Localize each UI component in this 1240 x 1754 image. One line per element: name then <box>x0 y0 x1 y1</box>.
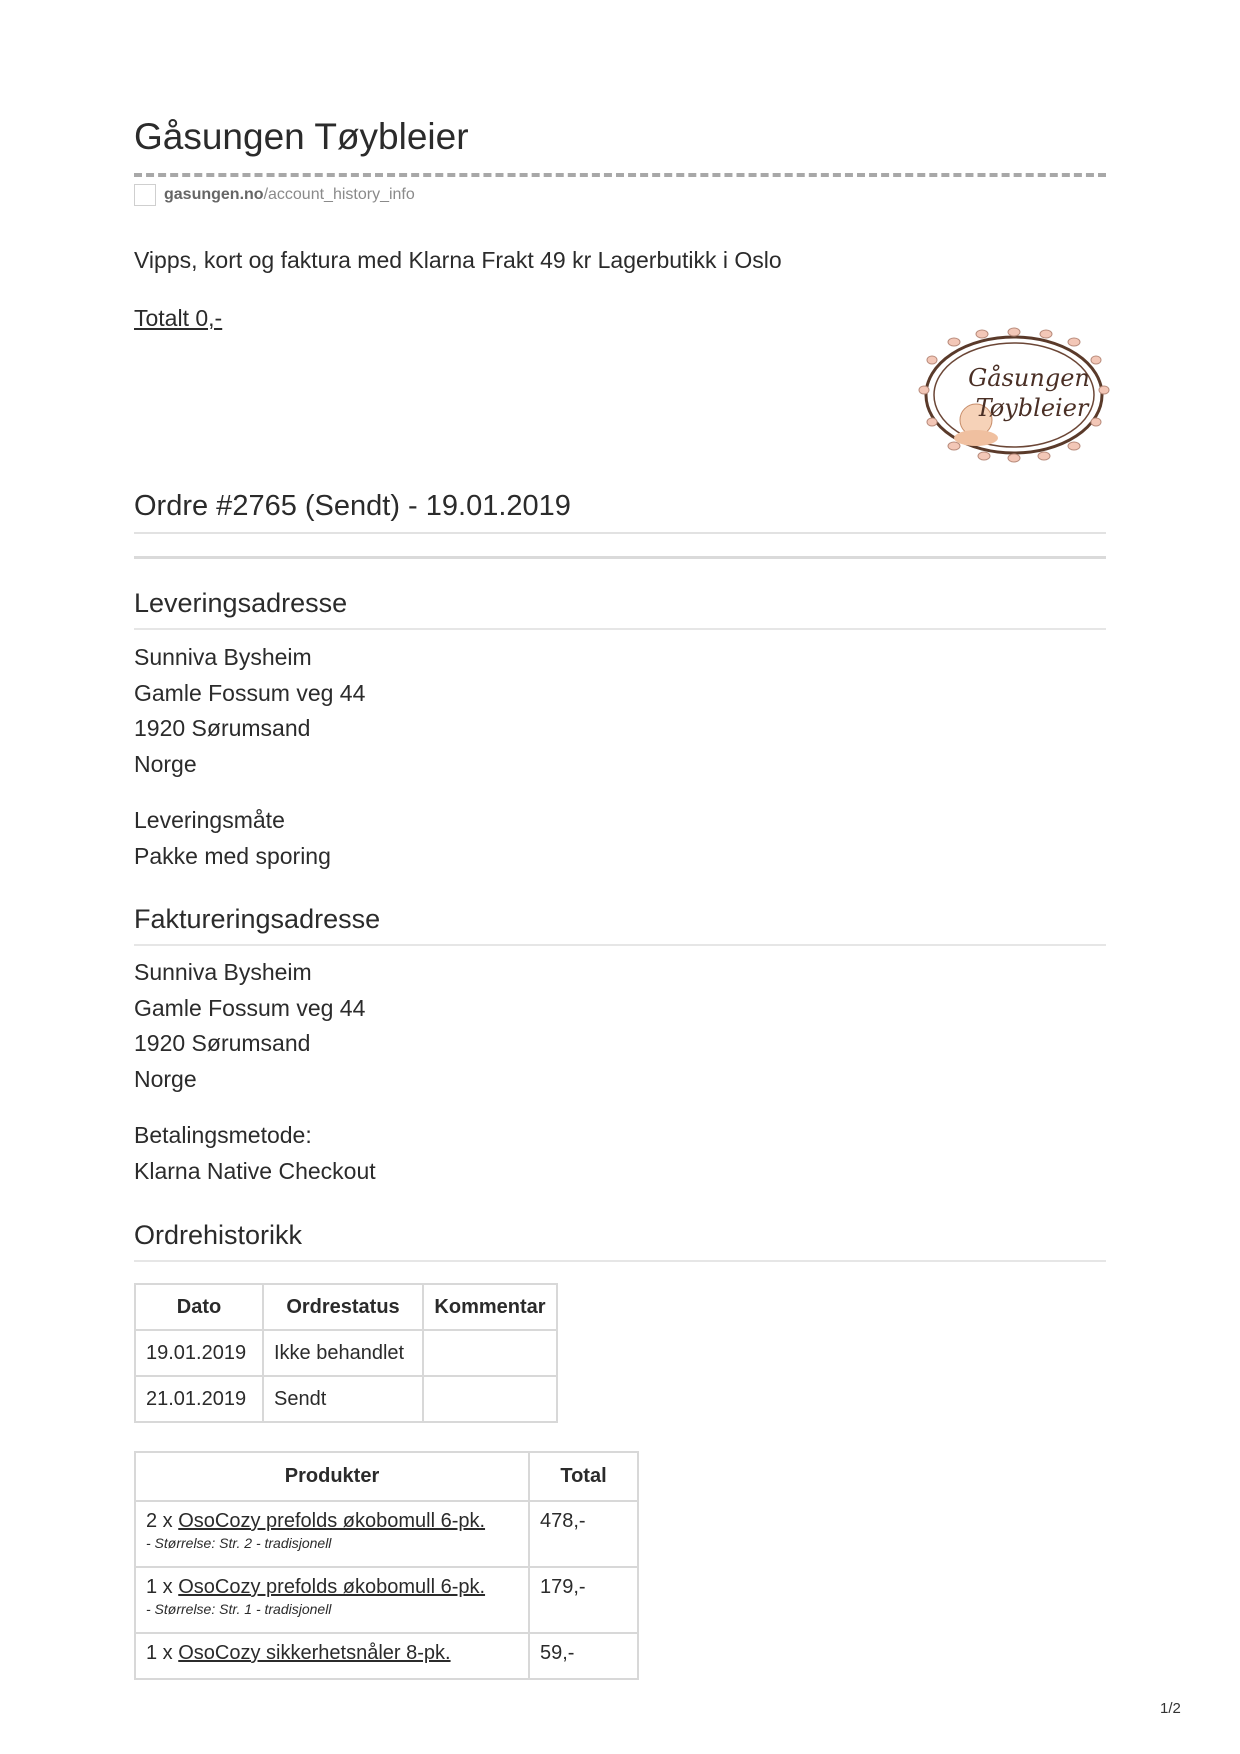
cart-total-link[interactable]: Totalt 0,- <box>134 305 223 331</box>
product-cell <box>135 1567 529 1633</box>
history-date: 21.01.2019 <box>135 1376 263 1422</box>
order-title: Ordre #2765 (Sendt) - 19.01.2019 <box>134 490 571 522</box>
product-option: - Størrelse: Str. 2 - tradisjonell <box>146 1535 332 1551</box>
table-header-row <box>135 1284 557 1330</box>
address-line: Sunniva Bysheim <box>134 959 312 985</box>
column-header: Ordrestatus <box>263 1284 423 1330</box>
column-header: Produkter <box>135 1452 529 1501</box>
product-link[interactable]: OsoCozy prefolds økobomull 6-pk. <box>178 1510 486 1532</box>
address-line: Norge <box>134 750 197 777</box>
address-line: 1920 Sørumsand <box>134 715 311 741</box>
url-domain[interactable]: gasungen.no <box>164 186 264 203</box>
divider <box>134 944 1106 946</box>
history-comment <box>423 1330 557 1376</box>
product-cell <box>135 1501 529 1567</box>
delivery-method-value: Pakke med sporing <box>134 842 331 869</box>
delivery-method <box>134 803 331 874</box>
site-title: Gåsungen Tøybleier <box>134 116 469 157</box>
product-link[interactable]: OsoCozy prefolds økobomull 6-pk. <box>178 1576 486 1598</box>
payment-method-value: Klarna Native Checkout <box>134 1157 376 1184</box>
svg-text:Tøybleier: Tøybleier <box>975 394 1089 422</box>
address-line: Gamle Fossum veg 44 <box>134 994 366 1021</box>
payment-method-label: Betalingsmetode: <box>134 1122 312 1148</box>
table-header-row <box>135 1452 638 1501</box>
favicon-placeholder-icon <box>134 184 156 206</box>
column-header: Kommentar <box>423 1284 557 1330</box>
product-qty: 1 x <box>146 1576 173 1598</box>
product-cell <box>135 1633 529 1679</box>
address-line: Sunniva Bysheim <box>134 644 312 670</box>
billing-address <box>134 955 365 1097</box>
divider <box>134 532 1106 534</box>
divider <box>134 556 1106 559</box>
address-line: Norge <box>134 1065 197 1092</box>
delivery-address <box>134 640 365 782</box>
product-total: 179,- <box>529 1567 638 1633</box>
column-header: Dato <box>135 1284 263 1330</box>
history-status: Ikke behandlet <box>263 1330 423 1376</box>
product-total: 478,- <box>529 1501 638 1567</box>
table-row <box>135 1330 557 1376</box>
divider <box>134 628 1106 630</box>
gasungen-logo <box>914 320 1114 470</box>
address-line: Gamle Fossum veg 44 <box>134 679 366 706</box>
divider <box>134 1260 1106 1262</box>
payment-method <box>134 1118 376 1189</box>
history-date: 19.01.2019 <box>135 1330 263 1376</box>
table-row <box>135 1376 557 1422</box>
dashed-divider <box>134 173 1106 177</box>
delivery-heading: Leveringsadresse <box>134 588 348 618</box>
product-link[interactable]: OsoCozy sikkerhetsnåler 8-pk. <box>178 1642 451 1664</box>
history-status: Sendt <box>263 1376 423 1422</box>
product-total: 59,- <box>529 1633 638 1679</box>
address-line: 1920 Sørumsand <box>134 1030 311 1056</box>
column-header: Total <box>529 1452 638 1501</box>
product-qty: 1 x <box>146 1642 173 1664</box>
promo-text: Vipps, kort og faktura med Klarna Frakt 49 kr Lagerbutikk i Oslo <box>134 247 782 273</box>
order-history-table <box>134 1283 558 1423</box>
url-path[interactable]: /account_history_info <box>263 186 415 203</box>
svg-text:Gåsungen: Gåsungen <box>968 364 1090 392</box>
delivery-method-label: Leveringsmåte <box>134 807 285 833</box>
table-row <box>135 1567 638 1633</box>
billing-heading: Faktureringsadresse <box>134 904 381 934</box>
table-row <box>135 1633 638 1679</box>
product-qty: 2 x <box>146 1510 173 1532</box>
history-heading: Ordrehistorikk <box>134 1220 303 1250</box>
product-option: - Størrelse: Str. 1 - tradisjonell <box>146 1601 332 1617</box>
page-number: 1/2 <box>1160 1700 1181 1717</box>
history-comment <box>423 1376 557 1422</box>
table-row <box>135 1501 638 1567</box>
products-table <box>134 1451 639 1680</box>
url-row <box>134 184 415 206</box>
